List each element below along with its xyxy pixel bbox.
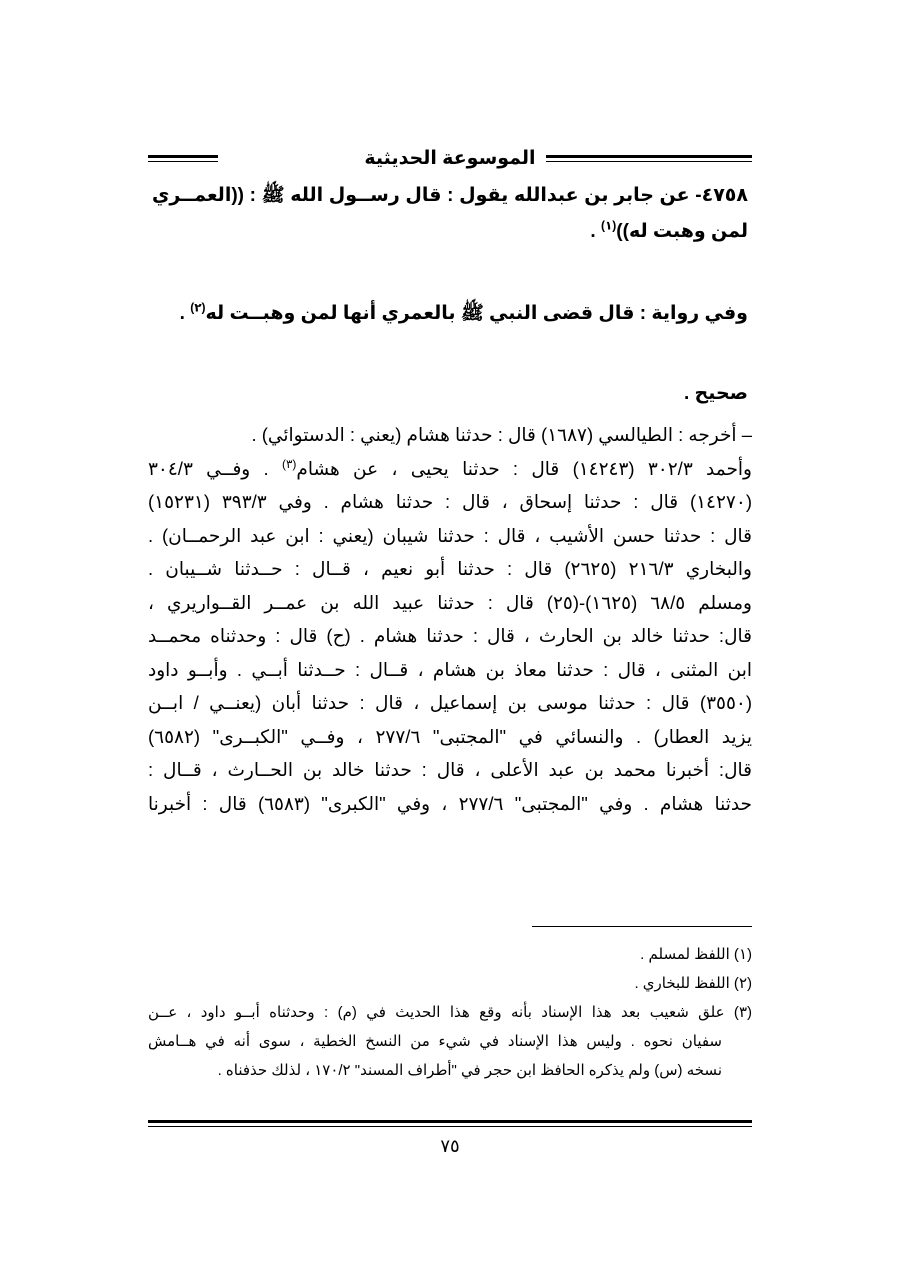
- hadith-text-1: ٤٧٥٨- عن جابر بن عبدالله يقول : قال رســول الله ﷺ : ((العمــري لمن وهبت له)): [152, 185, 748, 242]
- takhrij-line: قال : حدثنا حسن الأشيب ، قال : حدثنا شيبان (يعني : ابن عبد الرحمــان) .: [148, 524, 752, 546]
- footnote-1: (١) اللفظ لمسلم .: [640, 946, 752, 963]
- takhrij-line: – أخرجه : الطيالسي (١٦٨٧) قال : حدثنا هشام (يعني : الدستوائي) .: [251, 424, 752, 445]
- footnotes: [148, 940, 752, 1085]
- takhrij-line: قال: حدثنا خالد بن الحارث ، قال : حدثنا هشام . (ح) قال : وحدثناه محمــد: [148, 625, 752, 646]
- takhrij-line: وأحمد ٣٠٢/٣ (١٤٢٤٣) قال : حدثنا يحيى ، عن هشام$^{(٣)}$ . وفــي ٣٠٤/٣: [148, 456, 752, 479]
- hadith-grade: صحيح .: [683, 383, 748, 404]
- hadith-text-2: وفي رواية : قال قضى النبي ﷺ بالعمري أنها لمن وهبــت له: [205, 303, 748, 324]
- takhrij-section: [148, 418, 752, 820]
- page-number: ٧٥: [440, 1136, 460, 1156]
- footnote-ref-1: (١): [600, 218, 617, 233]
- bottom-rule: [148, 1120, 752, 1127]
- takhrij-line: والبخاري ٢١٦/٣ (٢٦٢٥) قال : حدثنا أبو نعيم ، قــال : حــدثنا شــيبان .: [148, 558, 752, 579]
- footnote-ref-3: (٣): [281, 456, 297, 471]
- takhrij-line: ابن المثنى ، قال : حدثنا معاذ بن هشام ، قــال : حــدثنا أبــي . وأبــو داود: [148, 658, 752, 680]
- takhrij-line: قال: أخبرنا محمد بن عبد الأعلى ، قال : حدثنا خالد بن الحــارث ، قــال :: [148, 759, 752, 780]
- hadith-main-text: [152, 178, 748, 250]
- footnote-separator: [532, 926, 752, 927]
- running-header: [148, 148, 752, 172]
- footnote-ref-2: (٢): [190, 300, 206, 315]
- takhrij-line: حدثنا هشام . وفي "المجتبى" ٢٧٧/٦ ، وفي "الكبرى" (٦٥٨٣) قال : أخبرنا: [148, 792, 752, 814]
- header-title: الموسوعة الحديثية: [148, 148, 752, 170]
- takhrij-line: (١٤٢٧٠) قال : حدثنا إسحاق ، قال : حدثنا هشام . وفي ٣٩٣/٣ (١٥٢٣١): [148, 491, 752, 512]
- takhrij-line: ومسلم ٦٨/٥ (١٦٢٥)-(٢٥) قال : حدثنا عبيد الله بن عمــر القــواريري ،: [148, 591, 752, 613]
- takhrij-line: يزيد العطار) . والنسائي في "المجتبى" ٢٧٧/٦ ، وفــي "الكبــرى" (٦٥٨٢): [148, 725, 753, 747]
- takhrij-line: (٣٥٥٠) قال : حدثنا موسى بن إسماعيل ، قال : حدثنا أبان (يعنــي / ابــن: [148, 692, 752, 713]
- footnote-2: (٢) اللفظ للبخاري .: [634, 975, 752, 992]
- footnote-3: (٣) علق شعيب بعد هذا الإسناد بأنه وقع هذا الحديث في (م) : وحدثناه أبــو داود ، عــن سفيان نحوه . وليس هذا الإسناد في شيء من النسخ الخطية ، سوى أنه في هــامش نسخه (س) ولم يذكره الحافظ ابن حجر في "أطراف المسند" ١٧٠/٢ ، لذلك حذفناه .: [148, 1004, 752, 1079]
- hadith-end-2: .: [179, 303, 191, 324]
- hadith-variant-text: [152, 296, 748, 332]
- hadith-end-1: .: [590, 221, 601, 242]
